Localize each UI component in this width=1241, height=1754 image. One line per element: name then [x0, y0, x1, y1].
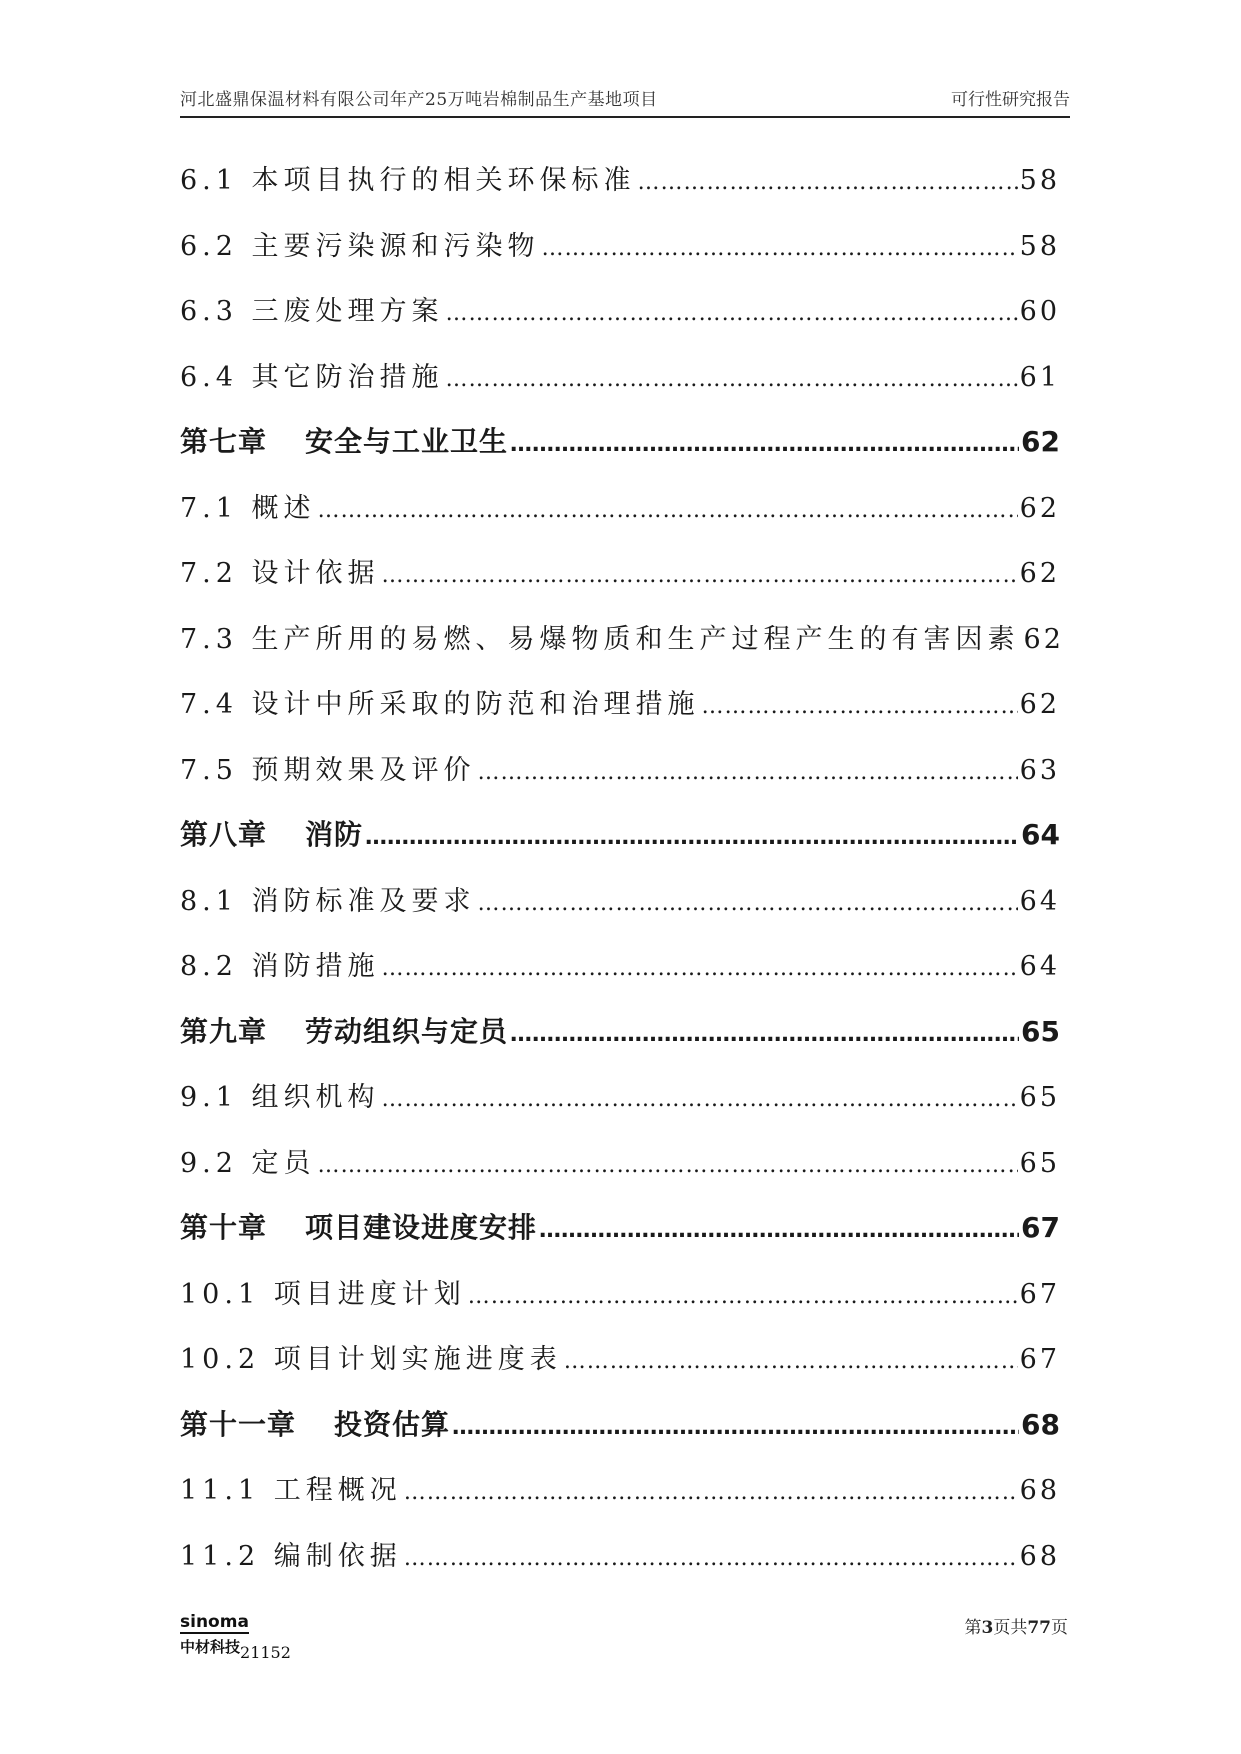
- chapter-title: 项目建设进度安排: [305, 1211, 538, 1244]
- toc-page-number: 68: [1021, 1407, 1060, 1441]
- toc-section-title: 6.3 三废处理方案: [180, 296, 444, 327]
- toc-page-number: 68: [1019, 1540, 1060, 1572]
- chapter-number: 第八章: [180, 818, 268, 851]
- chapter-number: 第十一章: [180, 1407, 297, 1441]
- toc-chapter-title: [180, 1010, 508, 1050]
- toc-section-entry[interactable]: [180, 158, 1060, 224]
- toc-section-title: 7.1 概述: [180, 492, 316, 524]
- toc-section-entry[interactable]: [180, 617, 1064, 683]
- toc-chapter-title: [180, 1206, 537, 1246]
- toc-page-number: 67: [1021, 1211, 1060, 1244]
- toc-section-entry[interactable]: [180, 355, 1060, 421]
- toc-chapter-entry[interactable]: [180, 1010, 1060, 1076]
- toc-page-number: 64: [1019, 885, 1060, 917]
- toc-page-number: 64: [1021, 818, 1060, 851]
- toc-chapter-entry[interactable]: [180, 1206, 1060, 1272]
- toc-section-entry[interactable]: [180, 879, 1060, 945]
- toc-section-title: 6.1 本项目执行的相关环保标准: [180, 165, 636, 196]
- project-title: 河北盛鼎保温材料有限公司年产25万吨岩棉制品生产基地项目: [180, 90, 658, 110]
- toc-section-title: 10.2 项目计划实施进度表: [180, 1344, 562, 1375]
- toc-section-title: 8.1 消防标准及要求: [180, 885, 476, 917]
- toc-page-number: 58: [1019, 230, 1060, 262]
- toc-section-entry[interactable]: [180, 551, 1060, 617]
- dot-leader: [404, 1480, 1018, 1505]
- toc-section-entry[interactable]: [180, 289, 1060, 355]
- toc-page-number: 58: [1019, 165, 1060, 196]
- toc-section-entry[interactable]: [180, 1468, 1060, 1534]
- toc-page-number: 67: [1019, 1278, 1060, 1310]
- toc-page-number: 65: [1019, 1147, 1060, 1179]
- toc-page-number: 62: [1019, 558, 1060, 589]
- dot-leader: [382, 1087, 1018, 1112]
- dot-leader: [564, 1349, 1018, 1374]
- toc-section-entry[interactable]: [180, 748, 1060, 814]
- logo-cn-text: 中材科技: [180, 1638, 241, 1656]
- page-number: [964, 1613, 1068, 1638]
- toc-section-entry[interactable]: [180, 1337, 1060, 1403]
- toc-page-number: 65: [1019, 1082, 1060, 1113]
- toc-page-number: 62: [1019, 689, 1060, 720]
- dot-leader: [446, 301, 1018, 326]
- toc-chapter-title: [180, 1403, 450, 1443]
- page-header: [180, 86, 1070, 118]
- logo-wordmark: sinoma: [180, 1612, 249, 1632]
- toc-section-entry[interactable]: [180, 1534, 1060, 1600]
- toc-section-title: 11.2 编制依据: [180, 1540, 402, 1572]
- dot-leader: [510, 432, 1019, 457]
- toc-section-title: 6.4 其它防治措施: [180, 361, 444, 393]
- toc-section-title: 7.4 设计中所采取的防范和治理措施: [180, 689, 700, 720]
- toc-section-title: 10.1 项目进度计划: [180, 1278, 466, 1310]
- toc-section-title: 9.1 组织机构: [180, 1082, 380, 1113]
- toc-section-title: 8.2 消防措施: [180, 951, 380, 982]
- toc-section-title: 6.2 主要污染源和污染物: [180, 230, 540, 262]
- page-total: 77: [1027, 1618, 1051, 1638]
- toc-section-entry[interactable]: [180, 944, 1060, 1010]
- toc-section-title: 7.3 生产所用的易燃、易爆物质和生产过程产生的有害因素: [180, 623, 1020, 655]
- chapter-title: 投资估算: [334, 1407, 451, 1441]
- dot-leader: [365, 825, 1019, 850]
- toc-page-number: 62: [1021, 425, 1060, 458]
- chapter-number: 第七章: [180, 425, 268, 458]
- document-type: 可行性研究报告: [951, 90, 1070, 110]
- document-code: 21152: [240, 1643, 291, 1662]
- toc-chapter-title: [180, 420, 508, 460]
- chapter-number: 第十章: [180, 1211, 268, 1244]
- dot-leader: [382, 956, 1018, 981]
- dot-leader: [478, 891, 1018, 916]
- dot-leader: [542, 236, 1018, 261]
- toc-page-number: 62: [1023, 623, 1064, 655]
- toc-chapter-entry[interactable]: [180, 813, 1060, 879]
- toc-chapter-entry[interactable]: [180, 1403, 1060, 1469]
- toc-section-entry[interactable]: [180, 486, 1060, 552]
- page-prefix: 第: [964, 1618, 982, 1638]
- page-suffix: 页: [1051, 1618, 1068, 1638]
- toc-section-entry[interactable]: [180, 1075, 1060, 1141]
- dot-leader: [478, 760, 1018, 785]
- dot-leader: [468, 1284, 1018, 1309]
- dot-leader: [404, 1546, 1018, 1571]
- toc-section-entry[interactable]: [180, 224, 1060, 290]
- toc-section-title: 11.1 工程概况: [180, 1475, 402, 1506]
- toc-page-number: 62: [1019, 492, 1060, 524]
- page-mid: 页共: [993, 1618, 1028, 1638]
- chapter-title: 消防: [305, 818, 364, 851]
- dot-leader: [382, 563, 1018, 588]
- dot-leader: [702, 694, 1018, 719]
- toc-chapter-entry[interactable]: [180, 420, 1060, 486]
- toc-page-number: 63: [1019, 754, 1060, 786]
- toc-page-number: 61: [1019, 361, 1060, 393]
- toc-section-entry[interactable]: [180, 1272, 1060, 1338]
- dot-leader: [318, 498, 1018, 523]
- logo-chinese-name: [180, 1636, 291, 1662]
- toc-section-title: 9.2 定员: [180, 1147, 316, 1179]
- dot-leader: [638, 170, 1018, 195]
- toc-page-number: 67: [1019, 1344, 1060, 1375]
- toc-page-number: 65: [1021, 1014, 1060, 1048]
- dot-leader: [452, 1415, 1019, 1440]
- chapter-number: 第九章: [180, 1014, 268, 1048]
- toc-section-entry[interactable]: [180, 1141, 1060, 1207]
- toc-section-entry[interactable]: [180, 682, 1060, 748]
- toc-page-number: 64: [1019, 951, 1060, 982]
- dot-leader: [510, 1022, 1019, 1047]
- toc-chapter-title: [180, 813, 363, 853]
- chapter-title: 劳动组织与定员: [305, 1014, 509, 1048]
- table-of-contents: [180, 158, 1064, 1599]
- toc-section-title: 7.2 设计依据: [180, 558, 380, 589]
- toc-page-number: 60: [1019, 296, 1060, 327]
- dot-leader: [446, 367, 1018, 392]
- toc-page-number: 68: [1019, 1475, 1060, 1506]
- company-logo: [180, 1612, 291, 1662]
- chapter-title: 安全与工业卫生: [305, 425, 509, 458]
- dot-leader: [318, 1153, 1018, 1178]
- toc-section-title: 7.5 预期效果及评价: [180, 754, 476, 786]
- dot-leader: [539, 1218, 1019, 1243]
- page-current: 3: [981, 1618, 994, 1638]
